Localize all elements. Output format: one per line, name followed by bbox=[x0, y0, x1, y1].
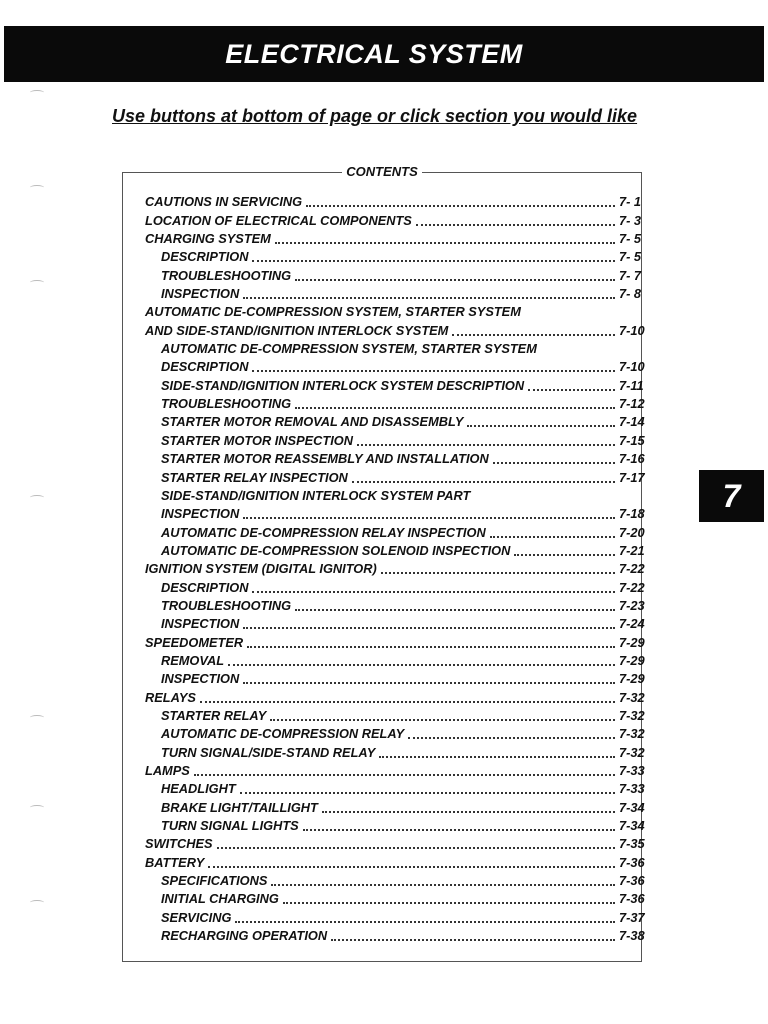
toc-entry[interactable] bbox=[145, 631, 655, 649]
toc-entry-label: AUTOMATIC DE-COMPRESSION RELAY INSPECTION bbox=[161, 524, 486, 540]
toc-entry[interactable] bbox=[145, 228, 655, 246]
dot-leader bbox=[306, 204, 615, 207]
toc-entry[interactable] bbox=[145, 778, 655, 796]
toc-entry[interactable] bbox=[145, 191, 655, 209]
toc-entry-label: LOCATION OF ELECTRICAL COMPONENTS bbox=[145, 212, 412, 228]
toc-entry-page: 7-35 bbox=[619, 836, 645, 852]
toc-entry-label: AUTOMATIC DE-COMPRESSION SOLENOID INSPECTION bbox=[161, 542, 511, 558]
toc-entry[interactable] bbox=[145, 301, 655, 319]
dot-leader bbox=[416, 223, 615, 226]
dot-leader bbox=[217, 846, 615, 849]
toc-entry-label: SPECIFICATIONS bbox=[161, 873, 268, 889]
contents-title: CONTENTS bbox=[123, 164, 641, 179]
toc-entry-label: INSPECTION bbox=[161, 286, 240, 302]
toc-entry-page: 7-29 bbox=[619, 634, 645, 650]
toc-entry-label: STARTER RELAY INSPECTION bbox=[161, 469, 348, 485]
dot-leader bbox=[493, 461, 615, 464]
toc-entry-label: STARTER MOTOR REMOVAL AND DISASSEMBLY bbox=[161, 414, 464, 430]
dot-leader bbox=[295, 608, 615, 611]
toc-entry-page: 7-37 bbox=[619, 909, 645, 925]
dot-leader bbox=[240, 791, 615, 794]
toc-entry-label: CAUTIONS IN SERVICING bbox=[145, 194, 303, 210]
binder-mark bbox=[30, 715, 44, 720]
toc-entry-label: INSPECTION bbox=[161, 616, 240, 632]
toc-entry[interactable] bbox=[145, 741, 655, 759]
toc-entry-label: SIDE-STAND/IGNITION INTERLOCK SYSTEM PART bbox=[161, 487, 471, 503]
toc-entry[interactable] bbox=[145, 888, 655, 906]
toc-entry[interactable] bbox=[145, 319, 655, 337]
toc-entry-page: 7-17 bbox=[619, 469, 645, 485]
toc-entry[interactable] bbox=[145, 356, 655, 374]
toc-entry-page: 7- 1 bbox=[619, 194, 642, 210]
toc-entry[interactable] bbox=[145, 393, 655, 411]
toc-entry-page: 7- 3 bbox=[619, 212, 642, 228]
toc-entry[interactable] bbox=[145, 870, 655, 888]
toc-entry-page: 7-10 bbox=[619, 322, 645, 338]
dot-leader bbox=[252, 259, 615, 262]
toc-entry-label: AND SIDE-STAND/IGNITION INTERLOCK SYSTEM bbox=[145, 322, 449, 338]
toc-entry[interactable] bbox=[145, 925, 655, 943]
toc-entry-page: 7-15 bbox=[619, 432, 645, 448]
toc-entry-page: 7-20 bbox=[619, 524, 645, 540]
toc-entry-label: INSPECTION bbox=[161, 506, 240, 522]
toc-entry[interactable] bbox=[145, 613, 655, 631]
toc-entry-page: 7-16 bbox=[619, 451, 645, 467]
dot-leader bbox=[243, 681, 615, 684]
dot-leader bbox=[208, 865, 615, 868]
toc-entry-label: INITIAL CHARGING bbox=[161, 891, 279, 907]
toc-entry-label: AUTOMATIC DE-COMPRESSION SYSTEM, STARTER SYSTEM bbox=[161, 341, 537, 357]
toc-entry[interactable] bbox=[145, 485, 655, 503]
toc-entry-page: 7-23 bbox=[619, 597, 645, 613]
dot-leader bbox=[252, 590, 615, 593]
toc-entry-page: 7-29 bbox=[619, 652, 645, 668]
toc-entry-page: 7-21 bbox=[619, 542, 645, 558]
toc-entry[interactable] bbox=[145, 521, 655, 539]
toc-entry-label: DESCRIPTION bbox=[161, 249, 249, 265]
toc-entry-label: TROUBLESHOOTING bbox=[161, 396, 292, 412]
toc-entry-label: TURN SIGNAL/SIDE-STAND RELAY bbox=[161, 744, 376, 760]
dot-leader bbox=[295, 406, 615, 409]
toc-entry[interactable] bbox=[145, 429, 655, 447]
toc-entry-label: LAMPS bbox=[145, 763, 190, 778]
dot-leader bbox=[514, 553, 615, 556]
toc-entry-page: 7-12 bbox=[619, 396, 645, 412]
dot-leader bbox=[243, 626, 615, 629]
toc-entry-page: 7-22 bbox=[619, 579, 645, 595]
toc-entry[interactable] bbox=[145, 246, 655, 264]
toc-entry[interactable] bbox=[145, 503, 655, 521]
toc-entry[interactable] bbox=[145, 264, 655, 282]
binder-mark bbox=[30, 805, 44, 810]
toc-entry-label: CHARGING SYSTEM bbox=[145, 231, 271, 247]
binder-mark bbox=[30, 185, 44, 190]
toc-entry-page: 7- 5 bbox=[619, 231, 642, 247]
toc-entry-label: TROUBLESHOOTING bbox=[161, 597, 292, 613]
toc-entry-page: 7-33 bbox=[619, 763, 645, 778]
instruction-text: Use buttons at bottom of page or click section you would like bbox=[112, 106, 638, 126]
dot-leader bbox=[235, 920, 615, 923]
dot-leader bbox=[352, 480, 615, 483]
toc-entry-label: STARTER MOTOR INSPECTION bbox=[161, 432, 353, 448]
toc-entry-label: BRAKE LIGHT/TAILLIGHT bbox=[161, 799, 318, 815]
toc-entry-page: 7-10 bbox=[619, 359, 645, 375]
toc-entry-label: DESCRIPTION bbox=[161, 579, 249, 595]
toc-entry-label: INSPECTION bbox=[161, 671, 240, 687]
dot-leader bbox=[379, 755, 615, 758]
dot-leader bbox=[194, 773, 615, 776]
toc-entry-label: AUTOMATIC DE-COMPRESSION SYSTEM, STARTER SYSTEM bbox=[145, 304, 521, 320]
dot-leader bbox=[331, 938, 615, 941]
toc-entry-page: 7-32 bbox=[619, 744, 645, 760]
page-title: ELECTRICAL SYSTEM bbox=[225, 38, 523, 69]
toc-entry-page: 7-34 bbox=[619, 818, 645, 834]
toc-entry-label: SPEEDOMETER bbox=[145, 634, 244, 650]
toc-entry[interactable] bbox=[145, 723, 655, 741]
toc-entry-page: 7-18 bbox=[619, 506, 645, 522]
toc-entry-page: 7- 8 bbox=[619, 286, 642, 302]
toc-entry[interactable] bbox=[145, 650, 655, 668]
toc-entry[interactable] bbox=[145, 466, 655, 484]
toc-entry-label: SWITCHES bbox=[145, 836, 213, 852]
toc-entry-page: 7- 5 bbox=[619, 249, 642, 265]
dot-leader bbox=[295, 278, 615, 281]
dot-leader bbox=[275, 241, 615, 244]
dot-leader bbox=[357, 443, 615, 446]
toc-entry-page: 7-32 bbox=[619, 726, 645, 742]
toc-entry[interactable] bbox=[145, 209, 655, 227]
toc-entry-label: IGNITION SYSTEM (DIGITAL IGNITOR) bbox=[145, 561, 377, 577]
dot-leader bbox=[467, 424, 615, 427]
dot-leader bbox=[322, 810, 615, 813]
section-tab[interactable]: 7 bbox=[699, 470, 764, 522]
contents-box bbox=[122, 164, 645, 962]
toc-entry-page: 7-24 bbox=[619, 616, 645, 632]
toc-entry[interactable] bbox=[145, 576, 655, 594]
dot-leader bbox=[408, 736, 615, 739]
toc-entry-label: DESCRIPTION bbox=[161, 359, 249, 375]
dot-leader bbox=[303, 828, 615, 831]
dot-leader bbox=[283, 901, 615, 904]
toc-entry-page: 7-29 bbox=[619, 671, 645, 687]
toc-entry-page: 7-32 bbox=[619, 707, 645, 723]
toc-entry[interactable] bbox=[145, 411, 655, 429]
toc-entry[interactable] bbox=[145, 705, 655, 723]
dot-leader bbox=[200, 700, 615, 703]
toc-entry-label: STARTER MOTOR REASSEMBLY AND INSTALLATION bbox=[161, 451, 489, 467]
toc-entry[interactable] bbox=[145, 540, 655, 558]
toc-entry[interactable] bbox=[145, 283, 655, 301]
toc-entry-page: 7-34 bbox=[619, 799, 645, 815]
dot-leader bbox=[243, 296, 615, 299]
binder-mark bbox=[30, 90, 44, 95]
toc-entry-page: 7-36 bbox=[619, 873, 645, 889]
dot-leader bbox=[271, 883, 615, 886]
toc-entry-page: 7-32 bbox=[619, 689, 645, 705]
toc-entry[interactable] bbox=[145, 815, 655, 833]
binder-mark bbox=[30, 900, 44, 905]
dot-leader bbox=[452, 333, 615, 336]
toc-entry[interactable] bbox=[145, 448, 655, 466]
toc-entry-label: TROUBLESHOOTING bbox=[161, 267, 292, 283]
toc-entry-page: 7-38 bbox=[619, 928, 645, 944]
toc-entry-label: RELAYS bbox=[145, 689, 196, 705]
toc-entry-page: 7-14 bbox=[619, 414, 645, 430]
dot-leader bbox=[252, 369, 615, 372]
toc-entry-page: 7-36 bbox=[619, 891, 645, 907]
toc-entry-page: 7-33 bbox=[619, 781, 645, 797]
toc-entry[interactable] bbox=[145, 595, 655, 613]
toc-entry-page: 7- 7 bbox=[619, 267, 642, 283]
binder-mark bbox=[30, 280, 44, 285]
toc-entry[interactable] bbox=[145, 686, 655, 704]
toc-entry-page: 7-36 bbox=[619, 854, 645, 870]
dot-leader bbox=[247, 645, 615, 648]
header-bar bbox=[4, 26, 764, 82]
toc-entry-label: HEADLIGHT bbox=[161, 781, 236, 797]
dot-leader bbox=[490, 535, 615, 538]
dot-leader bbox=[528, 388, 615, 391]
toc-entry-label: SERVICING bbox=[161, 909, 232, 925]
dot-leader bbox=[270, 718, 615, 721]
toc-entry[interactable] bbox=[145, 906, 655, 924]
toc-entry[interactable] bbox=[145, 760, 655, 778]
toc-entry[interactable] bbox=[145, 851, 655, 869]
toc-entry[interactable] bbox=[145, 338, 655, 356]
dot-leader bbox=[243, 516, 615, 519]
toc-entry-label: STARTER RELAY bbox=[161, 707, 267, 723]
dot-leader bbox=[381, 571, 615, 574]
dot-leader bbox=[228, 663, 615, 666]
toc-entry-label: BATTERY bbox=[145, 854, 205, 870]
toc-entry[interactable] bbox=[145, 833, 655, 851]
toc-entry-page: 7-22 bbox=[619, 561, 645, 577]
toc-entry-label: REMOVAL bbox=[161, 652, 225, 668]
toc-entry-label: SIDE-STAND/IGNITION INTERLOCK SYSTEM DESCRIPTION bbox=[161, 377, 525, 393]
toc-entry[interactable] bbox=[145, 796, 655, 814]
toc-entry-page: 7-11 bbox=[619, 377, 644, 393]
binder-mark bbox=[30, 495, 44, 500]
toc-entry-label: AUTOMATIC DE-COMPRESSION RELAY bbox=[161, 726, 405, 742]
toc-entry[interactable] bbox=[145, 374, 655, 392]
toc-entry[interactable] bbox=[145, 668, 655, 686]
table-of-contents bbox=[145, 191, 655, 943]
toc-entry[interactable] bbox=[145, 558, 655, 576]
toc-entry-label: RECHARGING OPERATION bbox=[161, 928, 328, 944]
toc-entry-label: TURN SIGNAL LIGHTS bbox=[161, 818, 299, 834]
